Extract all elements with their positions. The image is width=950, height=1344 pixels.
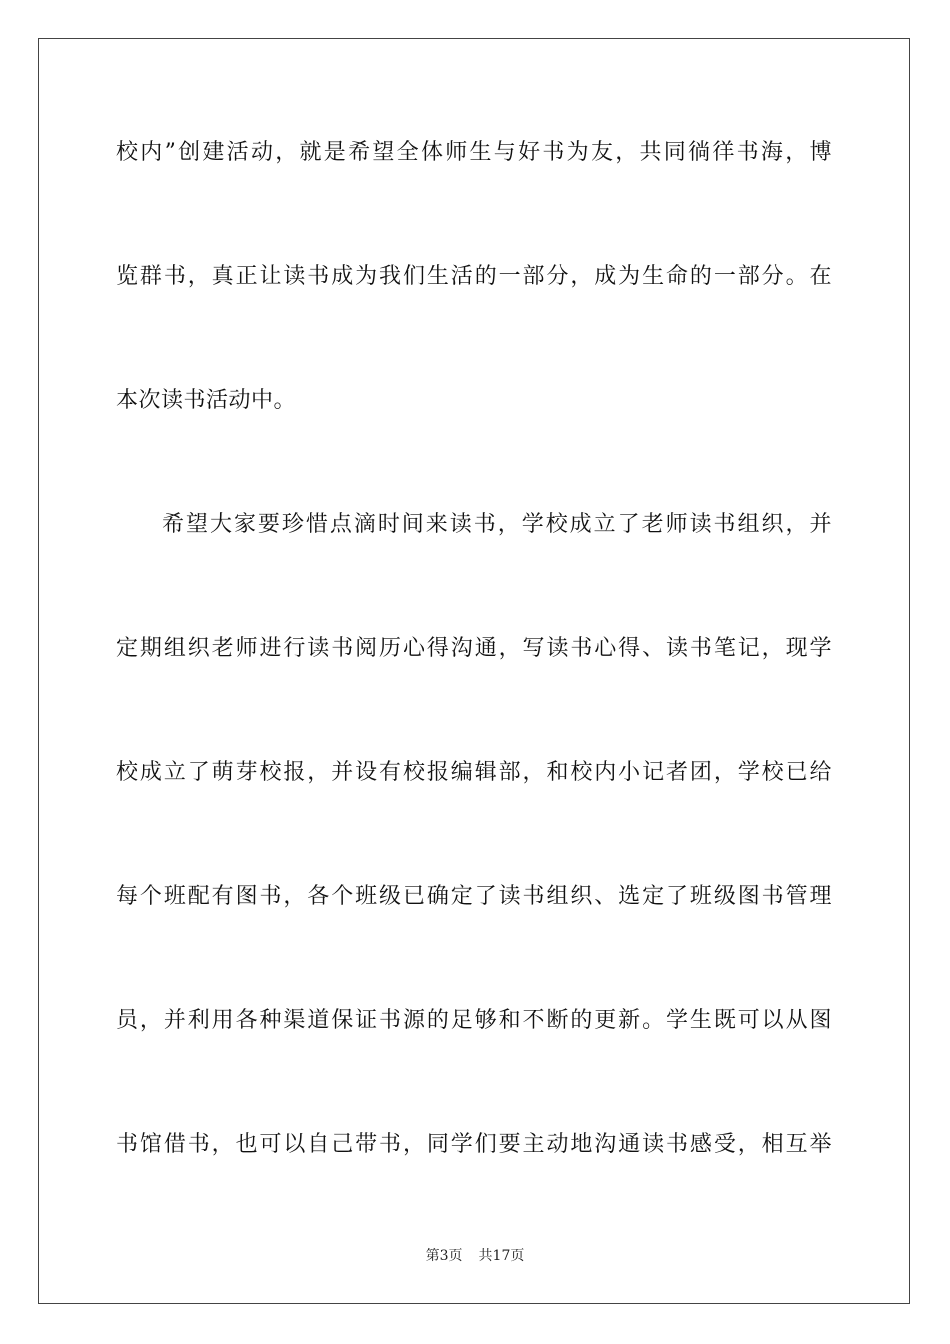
text-line-1: 校内”创建活动，就是希望全体师生与好书为友，共同徜徉书海，博 (116, 140, 832, 165)
paragraph-2-line-2: 定期组织老师进行读书阅历心得沟通，写读书心得、读书笔记，现学 (116, 636, 832, 661)
page-total: 共17页 (478, 1248, 525, 1264)
text-line-2: 览群书，真正让读书成为我们生活的一部分，成为生命的一部分。在 (116, 264, 832, 289)
page-footer (0, 1247, 950, 1265)
text-line-3: 本次读书活动中。 (116, 388, 297, 413)
page-border (38, 38, 910, 1304)
page-number: 第3页 (425, 1248, 463, 1264)
paragraph-2-line-4: 每个班配有图书，各个班级已确定了读书组织、选定了班级图书管理 (116, 884, 832, 909)
paragraph-2-line-3: 校成立了萌芽校报，并设有校报编辑部，和校内小记者团，学校已给 (116, 760, 832, 785)
paragraph-2-line-5: 员，并利用各种渠道保证书源的足够和不断的更新。学生既可以从图 (116, 1008, 832, 1033)
paragraph-2-line-1: 希望大家要珍惜点滴时间来读书，学校成立了老师读书组织，并 (162, 512, 832, 537)
paragraph-2-line-6: 书馆借书，也可以自己带书，同学们要主动地沟通读书感受，相互举 (116, 1132, 832, 1157)
